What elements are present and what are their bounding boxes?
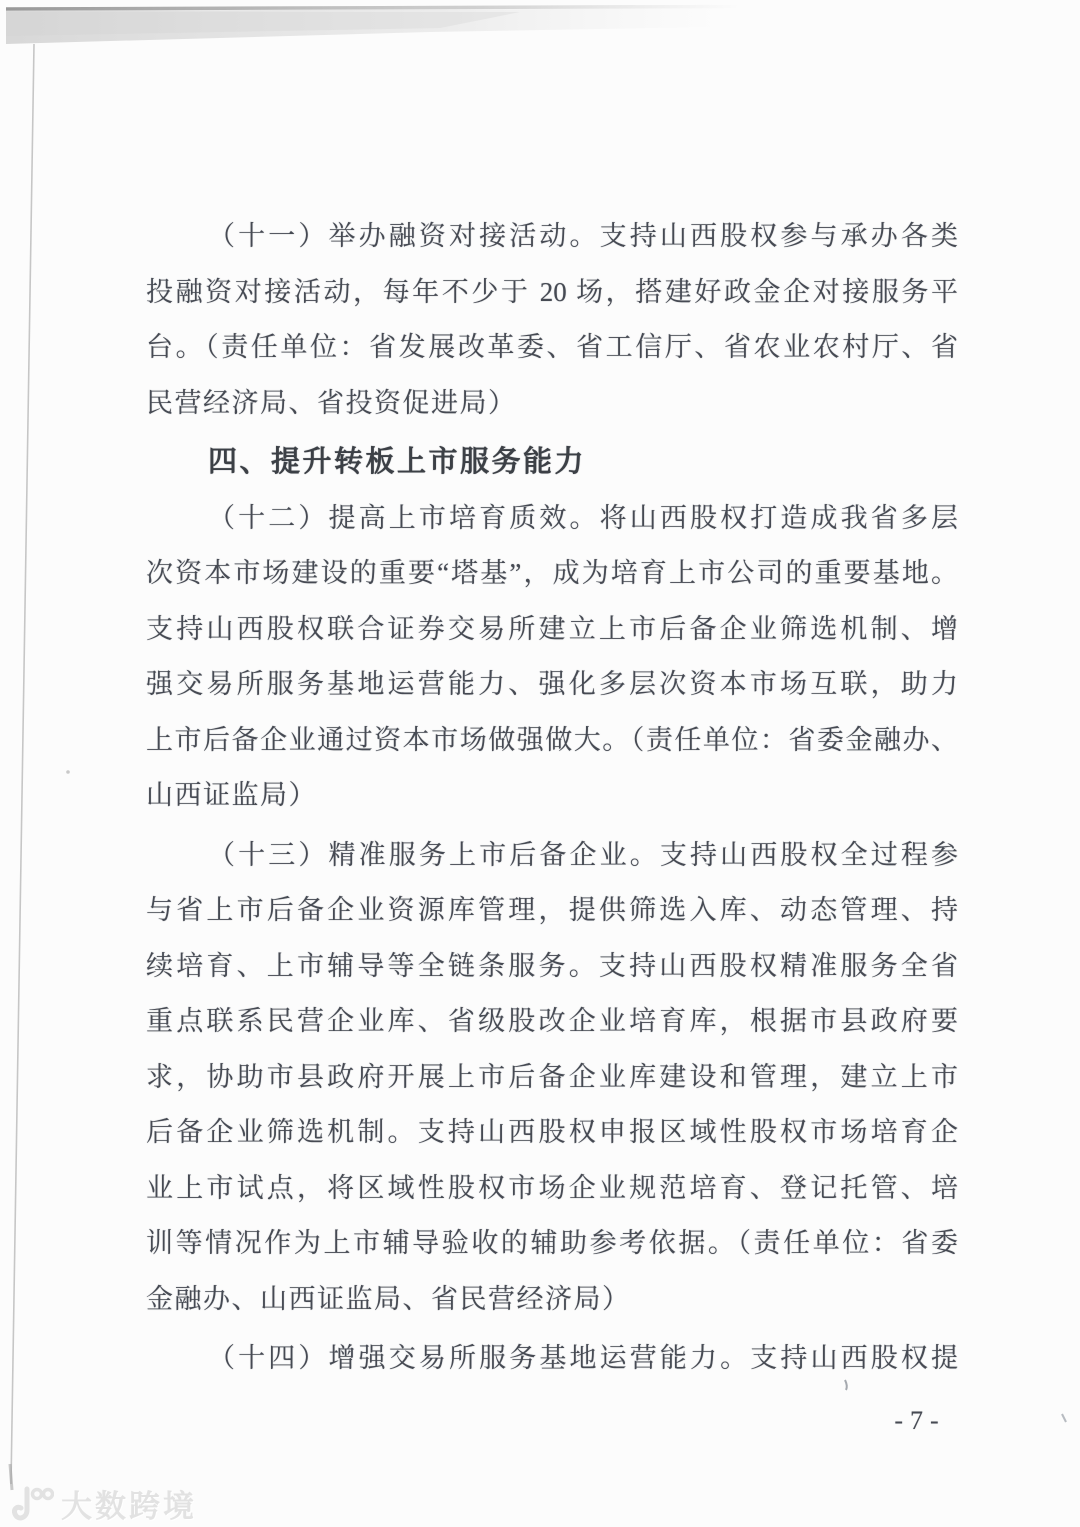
- text-line: 重点联系民营企业库、省级股改企业培育库，根据市县政府要: [146, 1006, 958, 1036]
- text-line: 支持山西股权联合证券交易所建立上市后备企业筛选机制、增: [146, 613, 958, 644]
- document-body: [146, 209, 958, 1387]
- watermark-text: 大数跨境: [61, 1489, 197, 1524]
- text-line: 民营经济局、省投资促进局）: [146, 387, 517, 418]
- text-line: 山西证监局）: [146, 780, 317, 810]
- page-number: -7-: [894, 1406, 946, 1435]
- scan-left-edge-line: [11, 44, 34, 1484]
- 100-logo-icon: [8, 1484, 54, 1524]
- scan-top-edge-line: [6, 6, 870, 9]
- scan-top-shadow-band-inner: [6, 12, 520, 36]
- section-heading: 四、提升转板上市服务能力: [208, 446, 587, 478]
- text-line: 金融办、山西证监局、省民营经济局）: [146, 1283, 631, 1314]
- text-line: 续培育、上市辅导等全链条服务。支持山西股权精准服务全省: [146, 950, 958, 981]
- text-line: 业上市试点，将区域性股权市场企业规范培育、登记托管、培: [146, 1172, 958, 1203]
- text-line: 次资本市场建设的重要“塔基”，成为培育上市公司的重要基地。: [146, 558, 958, 588]
- text-line: 求，协助市县政府开展上市后备企业库建设和管理，建立上市: [146, 1061, 958, 1092]
- text-line: 训等情况作为上市辅导验收的辅助参考依据。（责任单位：省委: [146, 1228, 958, 1258]
- text-line: 强交易所服务基地运营能力、强化多层次资本市场互联，助力: [146, 669, 958, 699]
- text-line: 后备企业筛选机制。支持山西股权申报区域性股权市场培育企: [146, 1117, 958, 1147]
- watermark: [8, 1481, 197, 1526]
- text-line: （十一）举办融资对接活动。支持山西股权参与承办各类: [208, 221, 958, 251]
- text-line: 投融资对接活动，每年不少于 20 场，搭建好政金企对接服务平: [146, 276, 958, 307]
- text-line: 台。（责任单位：省发展改革委、省工信厅、省农业农村厅、省: [146, 332, 958, 362]
- text-line: 上市后备企业通过资本市场做强做大。（责任单位：省委金融办、: [146, 724, 958, 755]
- scan-speck: [1062, 1414, 1066, 1422]
- text-line: 与省上市后备企业资源库管理，提供筛选入库、动态管理、持: [146, 895, 958, 925]
- scan-speck: [66, 770, 70, 774]
- text-line: （十四）增强交易所服务基地运营能力。支持山西股权提: [208, 1343, 958, 1373]
- scan-top-shadow-band: [6, 8, 880, 44]
- text-line: （十三）精准服务上市后备企业。支持山西股权全过程参: [208, 839, 958, 870]
- text-line: （十二）提高上市培育质效。将山西股权打造成我省多层: [208, 502, 958, 533]
